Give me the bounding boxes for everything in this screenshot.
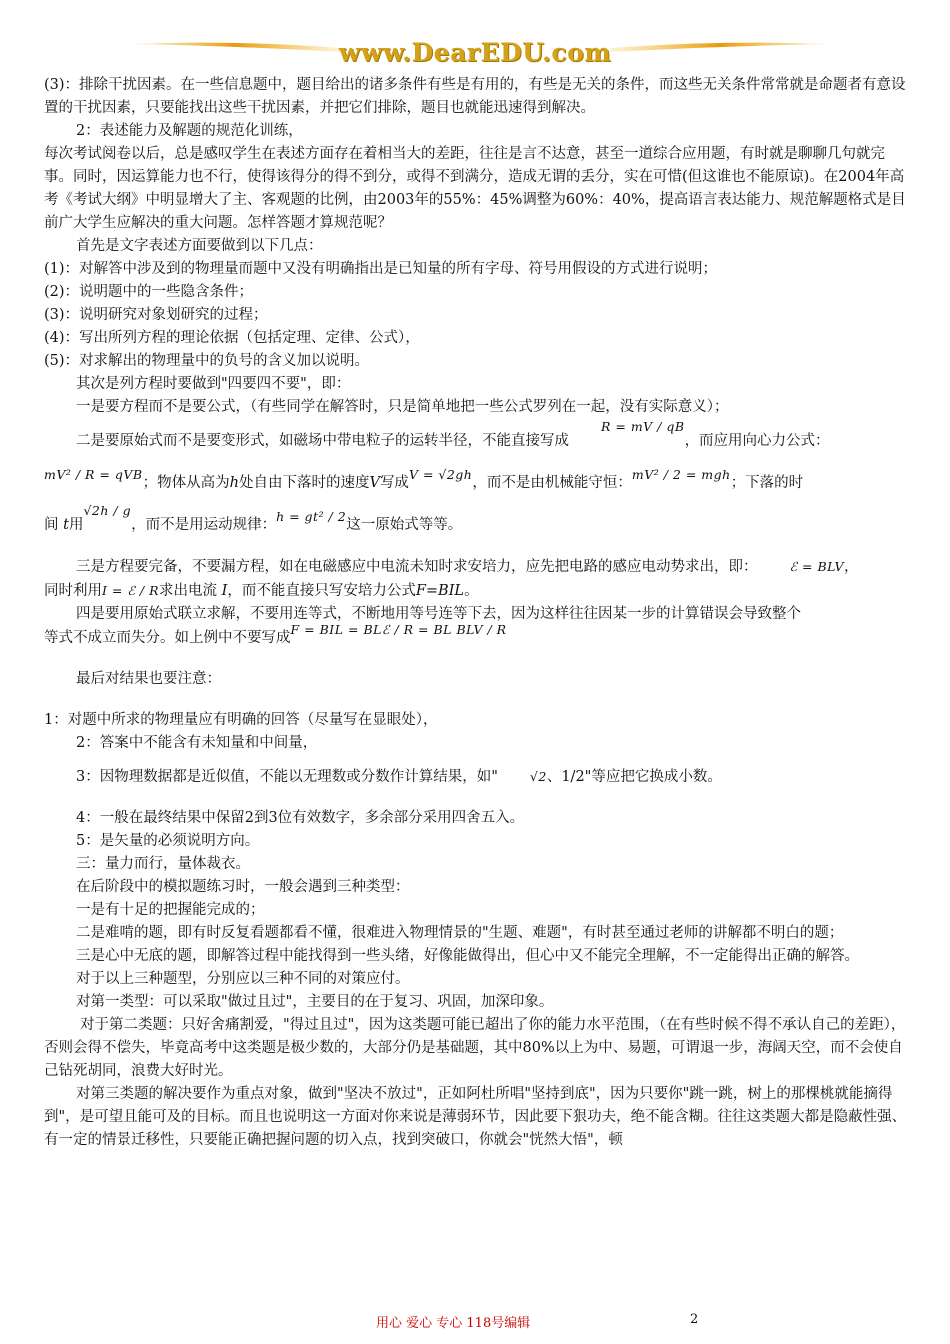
site-logo[interactable]: www.DearEDU.com: [338, 38, 612, 67]
formula: mV² / 2 = mgh: [631, 467, 731, 482]
paragraph-with-formula: [44, 419, 910, 453]
formula: I = ℰ / R: [102, 583, 159, 598]
formula: R = mV / qB: [601, 419, 685, 434]
paragraph: 一是有十足的把握能完成的；: [76, 902, 265, 918]
paragraph: 对于以上三种题型，分别应以三种不同的对策应付。: [76, 971, 410, 987]
paragraph: 四是要用原始式联立求解，不要用连等式，不断地用等号连等下去，因为这样往往因某一步的计算错误会导致整个: [76, 606, 801, 622]
paragraph: (3)：排除干扰因素。在一些信息题中，题目给出的诸多条件有些是有用的，有些是无关的条件，而这些无关条件常常就是命题者有意设置的干扰因素，只要能找出这些干扰因素，并把它们排除，题目也就能迅速得到解决。: [44, 77, 906, 116]
text: 等式不成立而失分。如上例中不要写成: [44, 630, 291, 646]
list-item: (2)：说明题中的一些隐含条件；: [44, 284, 254, 300]
paragraph: 在后阶段中的模拟题练习时，一般会遇到三种类型：: [76, 879, 410, 895]
paragraph: 一是要方程而不是要公式，（有些同学在解答时，只是简单地把一些公式罗列在一起，没有实际意义）；: [76, 399, 729, 415]
page-footer: [0, 1312, 950, 1332]
list-item: (1)：对解答中涉及到的物理量而题中又没有明确指出是已知量的所有字母、符号用假设的方式进行说明；: [44, 261, 718, 277]
text: 同时利用: [44, 583, 102, 599]
footer-text: 用心 爱心 专心 118号编辑: [376, 1316, 531, 1331]
text: 写成: [379, 475, 409, 491]
paragraph: 二是难啃的题，即有时反复看题都看不懂，很难进入物理情景的"生题、难题"，有时甚至通过老师的讲解都不明白的题；: [76, 925, 844, 941]
list-item: 4：一般在最终结果中保留2到3位有效数字，多余部分采用四舍五入。: [76, 810, 525, 826]
list-item-with-formula: [44, 765, 910, 789]
paragraph-with-formula: [44, 622, 910, 650]
list-item: 5：是矢量的必须说明方向。: [76, 833, 260, 849]
text: 处自由下落时的速度: [238, 475, 370, 491]
text: 。: [464, 583, 479, 599]
document-body: [44, 74, 910, 1152]
text: ，而应用向心力公式：: [684, 433, 830, 449]
section-heading: 2：表述能力及解题的规范化训练，: [76, 123, 303, 139]
list-item: (4)：写出所列方程的理论依据（包括定理、定律、公式），: [44, 330, 420, 346]
formula: mV² / R = qVB: [44, 467, 143, 482]
formula: h = gt² / 2: [276, 509, 347, 524]
text: ，: [844, 559, 859, 575]
text: 求出电流: [159, 583, 217, 599]
paragraph: 对第三类题的解决要作为重点对象，做到"坚决不放过"，正如阿杜所唱"坚持到底"，因为只要你"跳一跳，树上的那棵桃就能摘得到"，是可望且能可及的目标。而且也说明这一方面对你来说是薄弱环节，因此要下狠功夫，绝不能含糊。往往这类题大都是隐蔽性强、有一定的情景迁移性，只要能正确把握问题的切入点，找到突破口，你就会"恍然大悟"，顿: [44, 1086, 907, 1148]
list-item: (3)：说明研究对象划研究的过程；: [44, 307, 268, 323]
paragraph: 三是心中无底的题，即解答过程中能找得到一些头绪，好像能做得出，但心中又不能完全理解，不一定能得出正确的解答。: [76, 948, 859, 964]
text: 二是要原始式而不是要变形式，如磁场中带电粒子的运转半径，不能直接写成: [76, 433, 569, 449]
variable: I: [221, 583, 228, 599]
text: 、1/2"等应把它换成小数。: [546, 769, 722, 785]
text: 3：因物理数据都是近似值，不能以无理数或分数作计算结果，如": [76, 769, 498, 785]
text: ；物体从高为: [142, 475, 230, 491]
text: ，而不是用运动规律：: [131, 517, 277, 533]
variable: V: [369, 475, 380, 491]
page-number: 2: [690, 1312, 699, 1327]
paragraph: 每次考试阅卷以后，总是感叹学生在表述方面存在着相当大的差距，往往是言不达意，甚至一道综合应用题，有时就是聊聊几句就完事。同时，因运算能力也不行，使得该得分的得不到分，或得不到满分，造成无谓的丢分，实在可惜(但这谁也不能原谅)。在2004年高考《考试大纲》中明显增大了主、客观题的比例，由2003年的55%：45%调整为60%：40%，提高语言表达能力、规范解题格式是目前广大学生应解决的重大问题。怎样答题才算规范呢？: [44, 146, 906, 231]
section-heading: 三：量力而行，量体裁衣。: [76, 856, 250, 872]
text: 用: [68, 517, 84, 533]
paragraph-with-formula: [44, 555, 910, 579]
list-item: 1：对题中所求的物理量应有明确的回答（尽量写在显眼处），: [44, 712, 438, 728]
formula: F=BIL: [415, 583, 465, 599]
formula: ℰ = BLV: [789, 559, 845, 574]
formula: √2h / g: [83, 503, 132, 518]
formula: F = BIL = BLℰ / R = BL BLV / R: [290, 622, 507, 637]
list-item: (5)：对求解出的物理量中的负号的含义加以说明。: [44, 353, 370, 369]
text: 这一原始式等等。: [346, 517, 463, 533]
text: ，而不是由机械能守恒：: [472, 475, 632, 491]
paragraph: 对第一类型：可以采取"做过且过"，主要目的在于复习、巩固，加深印象。: [76, 994, 554, 1010]
paragraph-with-formula: [44, 503, 910, 537]
formula: √2: [529, 769, 547, 784]
paragraph: 最后对结果也要注意：: [76, 671, 221, 687]
text: 间: [44, 517, 59, 533]
text: ；下落的时: [730, 475, 804, 491]
text: 三是方程要完备，不要漏方程，如在电磁感应中电流未知时求安培力，应先把电路的感应电动势求出，即：: [76, 559, 758, 575]
paragraph: 首先是文字表述方面要做到以下几点：: [76, 238, 323, 254]
text: ，而不能直接只写安培力公式: [227, 583, 416, 599]
formula: V = √2gh: [408, 467, 473, 482]
paragraph-with-formula: [44, 579, 910, 603]
variable: t: [63, 517, 69, 533]
paragraph-with-formula: [44, 467, 910, 495]
variable: h: [229, 475, 239, 491]
paragraph: 其次是列方程时要做到"四要四不要"，即：: [76, 376, 351, 392]
paragraph: 对于第二类题：只好舍痛割爱，"得过且过"，因为这类题可能已超出了你的能力水平范围，（在有些时候不得不承认自己的差距），否则会得不偿失，毕竟高考中这类题是极少数的，大部分仍是基础题，其中80%以上为中、易题，可谓退一步，海阔天空，而不会使自己钻死胡同，浪费大好时光。: [44, 1017, 906, 1079]
list-item: 2：答案中不能含有未知量和中间量，: [76, 735, 318, 751]
